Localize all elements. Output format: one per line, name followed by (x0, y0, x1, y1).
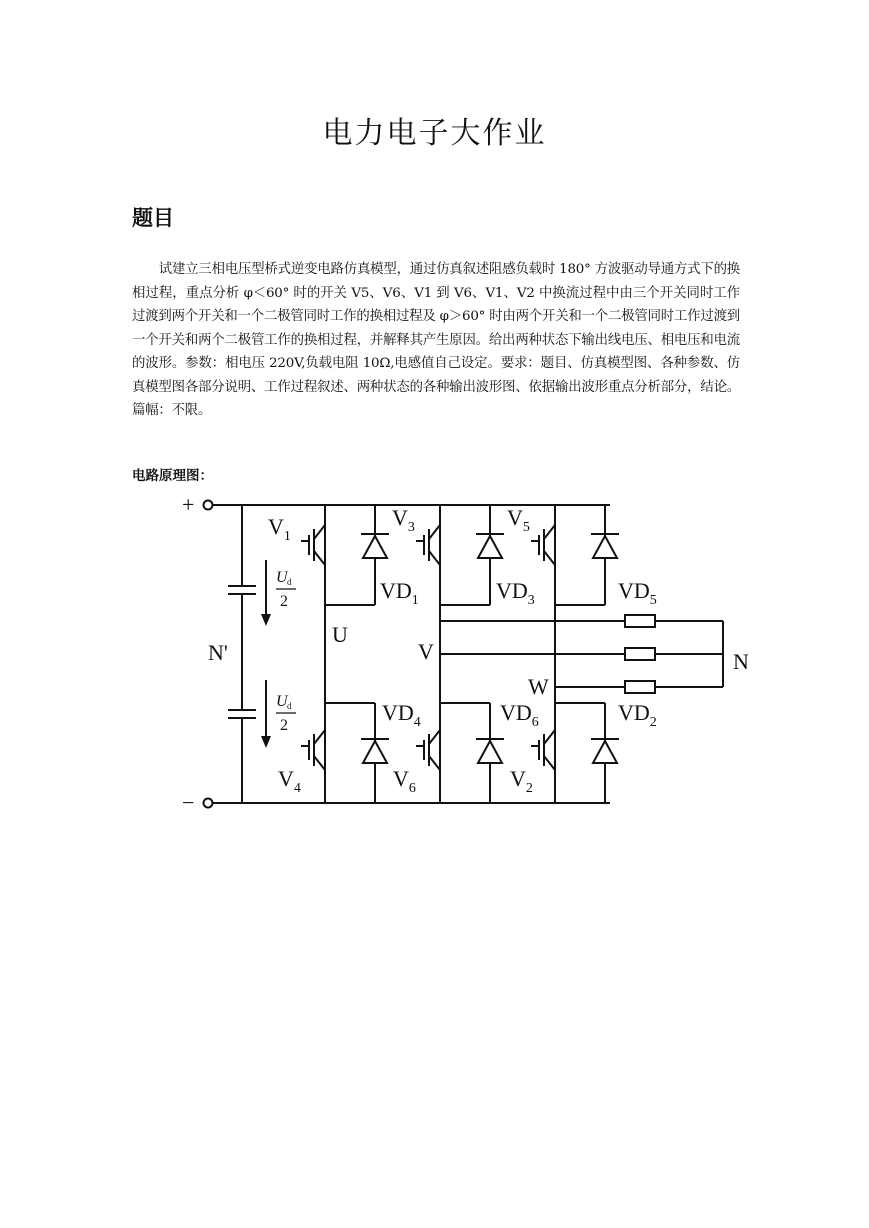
ud-den-bottom: 2 (280, 717, 288, 734)
diode-label-vd6: $VD_6$ (500, 700, 539, 730)
section-heading: 题目 (132, 206, 174, 230)
switch-label-v1: $V_1$ (268, 514, 291, 544)
diode-label-vd2: $VD_2$ (618, 700, 657, 730)
ud-symbol-bottom: U (276, 693, 288, 710)
ud-sub-bottom: d (287, 701, 292, 711)
diode-label-vd4: $VD_4$ (382, 700, 421, 730)
switch-label-v4: $V_4$ (278, 766, 301, 796)
phase-u-label: U (332, 622, 348, 647)
switch-label-v3: $V_3$ (392, 505, 415, 535)
ud-symbol-top: U (276, 569, 288, 586)
page-title: 电力电子大作业 (322, 116, 547, 151)
switch-label-v5: $V_5$ (507, 505, 530, 535)
switch-label-v2: $V_2$ (510, 766, 533, 796)
phase-w-label: W (528, 674, 549, 699)
switch-label-v6: $V_6$ (393, 766, 416, 796)
diode-label-vd1: $VD_1$ (380, 578, 419, 608)
ud-sub-top: d (287, 577, 292, 587)
ud-den-top: 2 (280, 593, 288, 610)
diode-label-vd5: $VD_5$ (618, 578, 657, 608)
diode-label-vd3: $VD_3$ (496, 578, 535, 608)
dc-plus-label: + (182, 492, 195, 517)
inverter-circuit-diagram (170, 490, 770, 820)
diagram-caption: 电路原理图： (132, 468, 213, 484)
phase-v-label: V (418, 639, 434, 664)
dc-minus-label: − (182, 790, 195, 815)
midpoint-label: N' (208, 640, 228, 665)
problem-paragraph: 试建立三相电压型桥式逆变电路仿真模型，通过仿真叙述阻感负载时 180° 方波驱动导通方式下的换相过程，重点分析 φ＜60° 时的开关 V5、V6、V1 到 V6、V1、V2 中换流过程中由三个开关同时工作过渡到两个开关和一个二极管同时工作的换相过程及 φ＞60° 时由两个开关和一个二极管同时工作过渡到一个开关和两个二极管工作的换相过程，并解释其产生原因。给出两种状态下输出线电压、相电压和电流的波形。参数：相电压 220V,负载电阻 10Ω,电感值自己设定。要求：题目、仿真模型图、各种参数、仿真模型图各部分说明、工作过程叙述、两种状态的各种输出波形图、依据输出波形重点分析部分，结论。篇幅：不限。 (132, 262, 740, 418)
neutral-label: N (733, 649, 749, 674)
